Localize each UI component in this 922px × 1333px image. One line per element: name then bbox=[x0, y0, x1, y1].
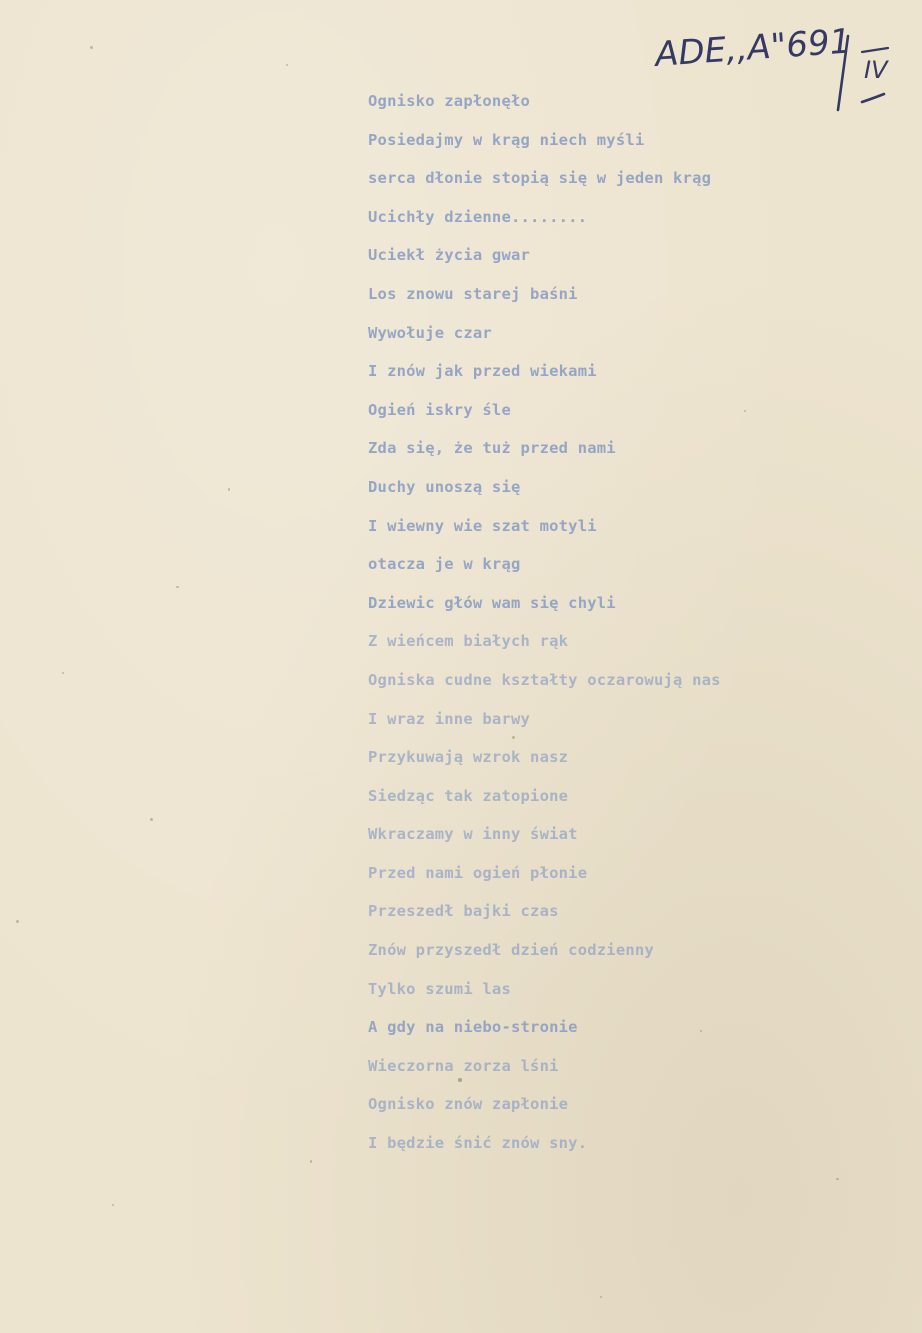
poem-line: I będzie śnić znów sny. bbox=[368, 1134, 588, 1153]
poem-line: Wieczorna zorza lśni bbox=[368, 1056, 559, 1075]
poem-line: Ognisko zapłonęło bbox=[368, 92, 531, 110]
poem-line: Los znowu starej baśni bbox=[368, 284, 578, 303]
paper-speck bbox=[62, 672, 64, 674]
poem-line: Ognisko znów zapłonie bbox=[368, 1095, 569, 1114]
archive-signature-sub: IV bbox=[864, 56, 888, 84]
paper-speck bbox=[90, 46, 93, 49]
paper-speck bbox=[310, 1160, 312, 1163]
poem-line: Ogień iskry śle bbox=[368, 400, 511, 419]
poem-line: Wywołuje czar bbox=[368, 323, 492, 342]
poem-line: I wiewny wie szat motyli bbox=[368, 516, 597, 535]
poem-line: Zda się, że tuż przed nami bbox=[368, 439, 616, 458]
poem-line: Przykuwają wzrok nasz bbox=[368, 748, 569, 767]
poem-line: otacza je w krąg bbox=[368, 555, 521, 574]
poem-line: Tylko szumi las bbox=[368, 979, 511, 998]
paper-speck bbox=[836, 1178, 839, 1180]
poem-line: Siedząc tak zatopione bbox=[368, 786, 569, 805]
poem-line: I wraz inne barwy bbox=[368, 709, 531, 728]
poem-line: Z wieńcem białych rąk bbox=[368, 632, 569, 651]
poem-line: serca dłonie stopią się w jeden krąg bbox=[368, 169, 712, 188]
poem-line: Dziewic głów wam się chyli bbox=[368, 593, 616, 612]
poem-line: Przeszedł bajki czas bbox=[368, 902, 559, 921]
poem-line: Ucichły dzienne........ bbox=[368, 207, 588, 226]
poem-line: A gdy na niebo-stronie bbox=[368, 1018, 578, 1037]
paper-speck bbox=[176, 586, 179, 588]
paper-speck bbox=[150, 818, 153, 821]
paper-speck bbox=[228, 488, 230, 491]
paper-speck bbox=[16, 920, 19, 923]
poem bbox=[368, 88, 908, 1169]
archive-signature-main: ADE,,A"691 bbox=[653, 21, 853, 75]
poem-line: Wkraczamy w inny świat bbox=[368, 825, 578, 844]
paper-speck bbox=[600, 1296, 602, 1298]
poem-line: I znów jak przed wiekami bbox=[368, 362, 597, 381]
poem-line: Ogniska cudne kształty oczarowują nas bbox=[368, 670, 721, 689]
paper-speck bbox=[286, 64, 288, 66]
paper-speck bbox=[112, 1204, 114, 1206]
poem-line: Posiedajmy w krąg niech myśli bbox=[368, 130, 645, 149]
poem-line: Przed nami ogień płonie bbox=[368, 863, 588, 882]
poem-line: Duchy unoszą się bbox=[368, 477, 521, 496]
poem-line: Znów przyszedł dzień codzienny bbox=[368, 941, 654, 960]
poem-line: Uciekł życia gwar bbox=[368, 246, 531, 265]
